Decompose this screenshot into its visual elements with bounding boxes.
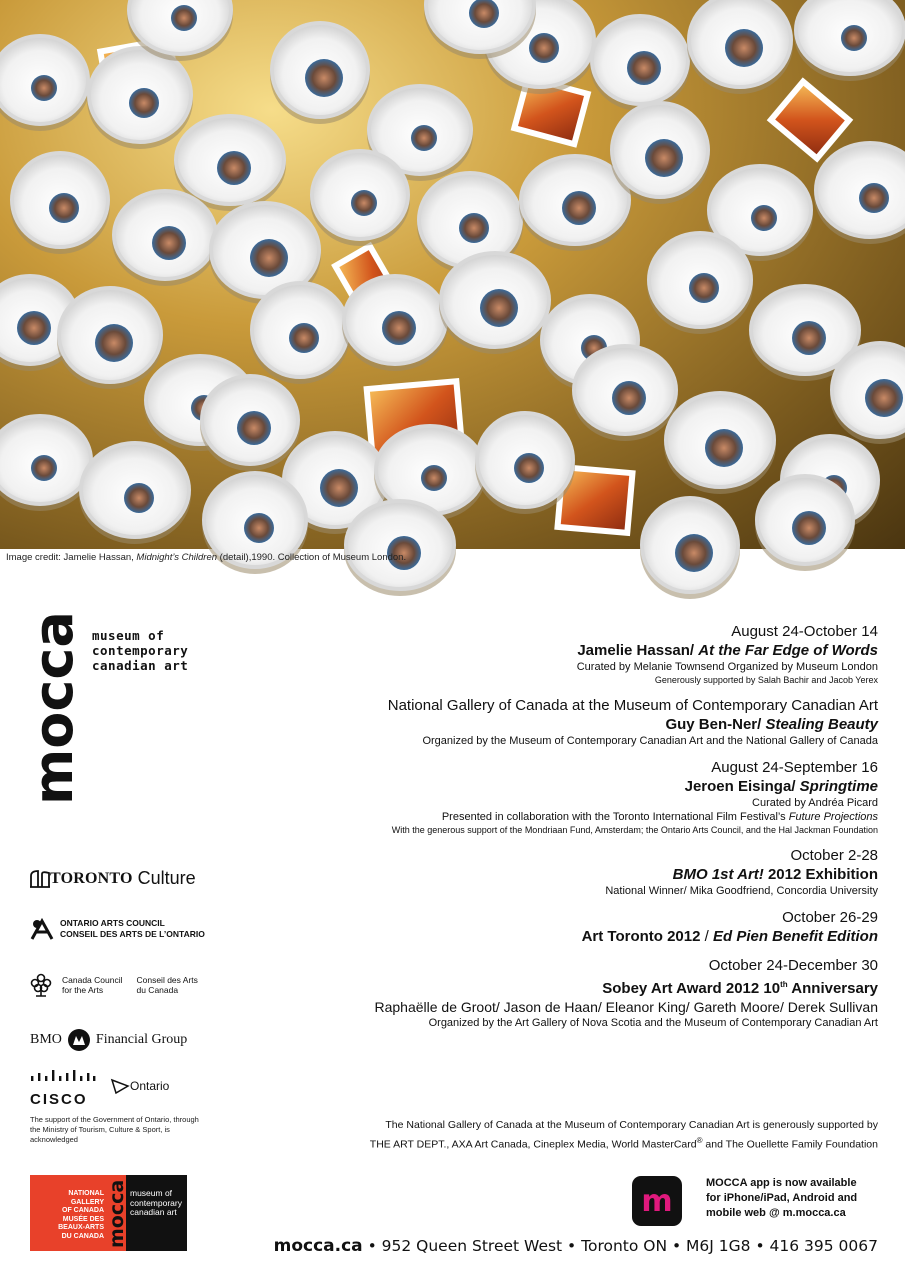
app-availability-text: MOCCA app is now available for iPhone/iPad, Android and mobile web @ m.mocca.ca: [706, 1177, 858, 1219]
canada-council-logo: Canada Council for the Arts Conseil des Arts du Canada: [30, 973, 198, 997]
svg-text:mocca: mocca: [22, 611, 85, 805]
portrait-photo: [792, 321, 826, 355]
portrait-photo: [31, 75, 57, 101]
event-support: Generously supported by Salah Bachir and Jacob Yerex: [654, 675, 878, 685]
mocca-logo: [22, 590, 210, 810]
portrait-photo: [382, 311, 416, 345]
event-date: October 2-28: [790, 847, 878, 864]
cisco-logo: CISCO: [30, 1070, 96, 1108]
photo-card: [771, 82, 849, 159]
event-venue: National Gallery of Canada at the Museum of Contemporary Canadian Art: [387, 697, 878, 714]
bmo-roundel-icon: [68, 1029, 90, 1051]
event-credit: Curated by Melanie Townsend Organized by Museum London: [576, 661, 878, 673]
portrait-photo: [529, 33, 559, 63]
event-title: Sobey Art Award 2012 10th Anniversary: [602, 980, 878, 997]
event-ben-ner: [358, 696, 878, 748]
portrait-photo: [792, 511, 826, 545]
event-hassan: [358, 622, 878, 686]
portrait-photo: [562, 191, 596, 225]
event-date: October 26-29: [782, 909, 878, 926]
portrait-photo: [31, 455, 57, 481]
event-collaboration: Presented in collaboration with the Toronto International Film Festival’s Future Projections: [441, 811, 878, 823]
ngc-wordmark: NATIONAL GALLERY OF CANADA MUSÉE DES BEAUX-ARTS DU CANADA: [30, 1175, 108, 1251]
portrait-photo: [152, 226, 186, 260]
portrait-photo: [612, 381, 646, 415]
portrait-photo: [859, 183, 889, 213]
trillium-icon: [110, 1078, 130, 1094]
portrait-photo: [751, 205, 777, 231]
portrait-photo: [171, 5, 197, 31]
event-support: With the generous support of the Mondriaan Fund, Amsterdam; the Ontario Arts Council, and the Hal Jackman Foundation: [391, 825, 878, 835]
ngc-mocca-wordmark: [108, 1175, 126, 1251]
portrait-photo: [841, 25, 867, 51]
sponsor-acknowledgement: The National Gallery of Canada at the Museum of Contemporary Canadian Art is generously supported by THE ART DEPT., AXA Art Canada, Cineplex Media, World MasterCard® and The Ouellette Family Foundation: [369, 1119, 878, 1151]
event-date: October 24-December 30: [708, 957, 878, 974]
portrait-photo: [237, 411, 271, 445]
mocca-wordmark: [22, 590, 85, 805]
event-artists: Raphaëlle de Groot/ Jason de Haan/ Eleanor King/ Gareth Moore/ Derek Sullivan: [374, 999, 878, 1015]
portrait-photo: [351, 190, 377, 216]
svg-text:mocca: mocca: [106, 1179, 128, 1248]
svg-text:m: m: [641, 1184, 673, 1219]
event-credit: Organized by the Art Gallery of Nova Scotia and the Museum of Contemporary Canadian Art: [428, 1017, 878, 1029]
portrait-photo: [514, 453, 544, 483]
portrait-photo: [675, 534, 713, 572]
event-credit: Organized by the Museum of Contemporary Canadian Art and the National Gallery of Canada: [422, 735, 878, 747]
portrait-photo: [320, 469, 358, 507]
ngc-mocca-panel: [108, 1175, 187, 1251]
portrait-photo: [865, 379, 903, 417]
event-title: Guy Ben-Ner/ Stealing Beauty: [665, 716, 878, 733]
event-eisinga: [358, 758, 878, 836]
portrait-photo: [289, 323, 319, 353]
event-sobey: [358, 956, 878, 1030]
government-acknowledgement: The support of the Government of Ontario, through the Ministry of Tourism, Culture & Sport, is acknowledged: [30, 1115, 199, 1144]
event-title: BMO 1st Art! 2012 Exhibition: [672, 866, 878, 883]
city-hall-icon: [30, 870, 50, 888]
cisco-ontario-logos: [30, 1070, 169, 1108]
event-date: August 24-October 14: [731, 623, 878, 640]
hero-photo: [0, 0, 905, 549]
exhibition-schedule: [358, 622, 878, 1040]
event-date: August 24-September 16: [711, 759, 878, 776]
event-title: Jeroen Eisinga/ Springtime: [684, 778, 878, 795]
event-art-toronto: [358, 908, 878, 946]
portrait-photo: [305, 59, 343, 97]
portrait-photo: [250, 239, 288, 277]
portrait-photo: [411, 125, 437, 151]
event-bmo-1st-art: [358, 846, 878, 898]
portrait-photo: [421, 465, 447, 491]
portrait-photo: [129, 88, 159, 118]
portrait-photo: [645, 139, 683, 177]
portrait-photo: [627, 51, 661, 85]
cups-artwork: [0, 0, 905, 549]
portrait-photo: [244, 513, 274, 543]
app-promo[interactable]: [632, 1176, 866, 1226]
ontario-arts-council-logo: ONTARIO ARTS COUNCIL CONSEIL DES ARTS DE L’ONTARIO: [30, 918, 205, 940]
oac-icon: [30, 918, 54, 940]
toronto-culture-logo: TORONTO Culture: [30, 868, 196, 889]
event-credit: Curated by Andréa Picard: [752, 797, 878, 809]
bmo-financial-group-logo: BMO Financial Group: [30, 1029, 187, 1051]
portrait-photo: [17, 311, 51, 345]
portrait-photo: [725, 29, 763, 67]
canada-council-icon: [30, 973, 52, 997]
event-credit: National Winner/ Mika Goodfriend, Concordia University: [605, 885, 878, 897]
teacup: [816, 143, 905, 237]
national-gallery-logo: [30, 1175, 187, 1251]
mocca-tagline: museum of contemporary canadian art: [92, 628, 189, 673]
portrait-photo: [49, 193, 79, 223]
ngc-tagline: museum of contemporary canadian art: [130, 1188, 182, 1217]
portrait-photo: [480, 289, 518, 327]
mocca-app-icon[interactable]: [632, 1176, 682, 1226]
portrait-photo: [95, 324, 133, 362]
image-credit: Image credit: Jamelie Hassan, Midnight’s Children (detail),1990. Collection of Museum London.: [6, 552, 407, 563]
portrait-photo: [459, 213, 489, 243]
event-title: Jamelie Hassan/ At the Far Edge of Words: [577, 642, 878, 659]
portrait-photo: [124, 483, 154, 513]
portrait-photo: [689, 273, 719, 303]
website-link[interactable]: mocca.ca: [273, 1236, 363, 1256]
event-title: Art Toronto 2012 / Ed Pien Benefit Edition: [581, 928, 878, 945]
portrait-photo: [705, 429, 743, 467]
portrait-photo: [217, 151, 251, 185]
cisco-bars-icon: [30, 1070, 96, 1084]
contact-footer: mocca.ca • 952 Queen Street West • Toronto ON • M6J 1G8 • 416 395 0067: [273, 1236, 878, 1256]
ontario-logo: Ontario: [110, 1078, 169, 1094]
